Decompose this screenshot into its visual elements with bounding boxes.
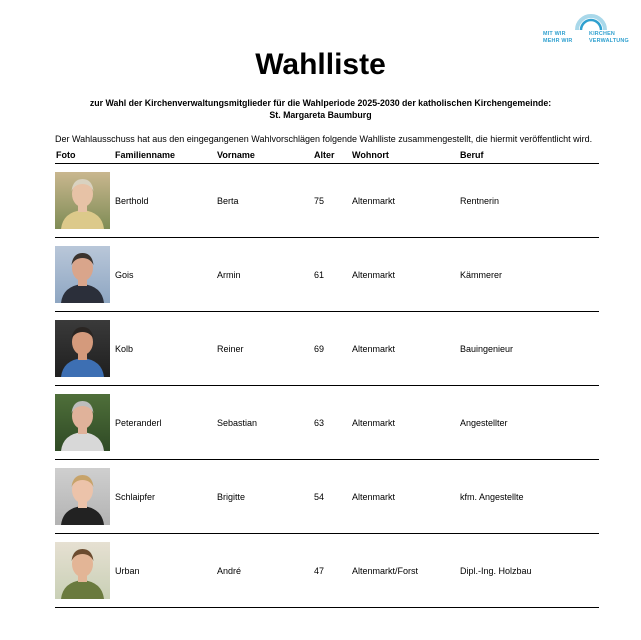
photo-cell	[55, 164, 114, 238]
candidate-photo	[55, 394, 110, 451]
header-foto: Foto	[55, 147, 114, 164]
table-header-row	[55, 147, 599, 164]
cell-vorname: André	[216, 534, 313, 608]
candidate-photo	[55, 468, 110, 525]
logo-text-1b: MEHR WIR	[543, 38, 573, 44]
cell-familienname: Schlaipfer	[114, 460, 216, 534]
candidate-photo	[55, 320, 110, 377]
cell-wohnort: Altenmarkt/Forst	[351, 534, 459, 608]
cell-beruf: Kämmerer	[459, 238, 599, 312]
table-row	[55, 238, 599, 312]
intro-text: Der Wahlausschuss hat aus den eingegangenen Wahlvorschlägen folgende Wahlliste zusammengestellt, die hiermit veröffentlicht wird.	[55, 134, 593, 144]
header-alter: Alter	[313, 147, 351, 164]
header-vorname: Vorname	[216, 147, 313, 164]
cell-familienname: Gois	[114, 238, 216, 312]
cell-familienname: Urban	[114, 534, 216, 608]
cell-vorname: Brigitte	[216, 460, 313, 534]
candidate-table	[55, 147, 599, 608]
cell-alter: 61	[313, 238, 351, 312]
table-row	[55, 534, 599, 608]
cell-vorname: Sebastian	[216, 386, 313, 460]
cell-alter: 69	[313, 312, 351, 386]
header-beruf: Beruf	[459, 147, 599, 164]
cell-wohnort: Altenmarkt	[351, 460, 459, 534]
table-row	[55, 460, 599, 534]
cell-alter: 54	[313, 460, 351, 534]
cell-familienname: Berthold	[114, 164, 216, 238]
logo-text-1a: MIT WIR	[543, 31, 566, 37]
subtitle-line-1: zur Wahl der Kirchenverwaltungsmitglieder für die Wahlperiode 2025-2030 der katholischen Kirchengemeinde:	[89, 98, 552, 108]
cell-beruf: Angestellter	[459, 386, 599, 460]
cell-familienname: Peteranderl	[114, 386, 216, 460]
cell-wohnort: Altenmarkt	[351, 164, 459, 238]
photo-cell	[55, 460, 114, 534]
header-wohnort: Wohnort	[351, 147, 459, 164]
logo-text-2b: VERWALTUNG	[589, 38, 629, 44]
cell-vorname: Reiner	[216, 312, 313, 386]
cell-alter: 47	[313, 534, 351, 608]
cell-vorname: Armin	[216, 238, 313, 312]
subtitle-line-2: St. Margareta Baumburg	[269, 110, 372, 120]
cell-vorname: Berta	[216, 164, 313, 238]
photo-cell	[55, 534, 114, 608]
cell-wohnort: Altenmarkt	[351, 312, 459, 386]
cell-beruf: Rentnerin	[459, 164, 599, 238]
photo-cell	[55, 386, 114, 460]
cell-wohnort: Altenmarkt	[351, 386, 459, 460]
photo-cell	[55, 312, 114, 386]
cell-alter: 75	[313, 164, 351, 238]
header-familienname: Familienname	[114, 147, 216, 164]
subtitle	[0, 97, 641, 121]
page-title: Wahlliste	[255, 48, 386, 81]
candidate-photo	[55, 246, 110, 303]
cell-beruf: kfm. Angestellte	[459, 460, 599, 534]
cell-alter: 63	[313, 386, 351, 460]
candidate-photo	[55, 172, 110, 229]
cell-wohnort: Altenmarkt	[351, 238, 459, 312]
logo-text-2a: KIRCHEN	[589, 31, 615, 37]
logo	[541, 14, 627, 48]
table-row	[55, 164, 599, 238]
cell-beruf: Dipl.-Ing. Holzbau	[459, 534, 599, 608]
table-row	[55, 312, 599, 386]
cell-familienname: Kolb	[114, 312, 216, 386]
photo-cell	[55, 238, 114, 312]
table-row	[55, 386, 599, 460]
cell-beruf: Bauingenieur	[459, 312, 599, 386]
candidate-photo	[55, 542, 110, 599]
